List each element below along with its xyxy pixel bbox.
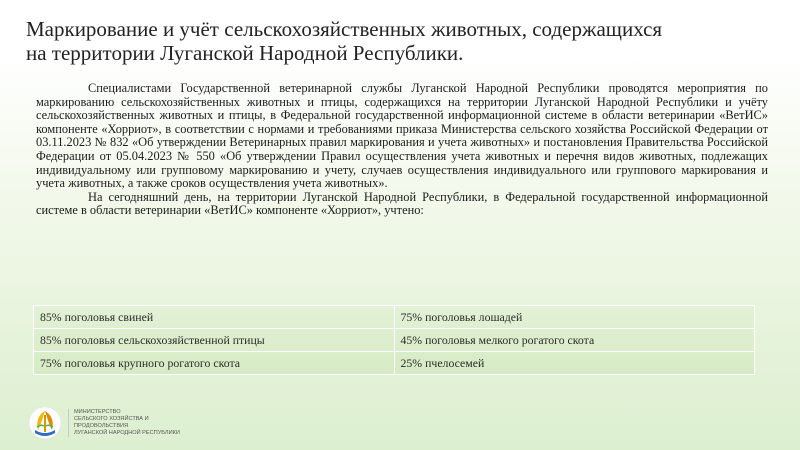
- ministry-name-line: МИНИСТЕРСТВО: [74, 409, 121, 415]
- stat-cell: 45% поголовья мелкого рогатого скота: [394, 329, 755, 352]
- table-row: [34, 306, 755, 329]
- paragraph-intro: Специалистами Государственной ветеринарной службы Луганской Народной Республики проводятся мероприятия по маркированию сельскохозяйственных животных и птицы, содержащихся на территории Луганской Народной Республики и учёту сельскохозяйственных животных и птицы, в Федеральной государственной информационной системе в области ветеринарии «ВетИС» компоненте «Хорриот», в соответствии с нормами и требованиями приказа Министерства сельского хозяйства Российской Федерации от 03.11.2023 № 832 «Об утверждении Ветеринарных правил маркирования и учета животных» и постановления Правительства Российской Федерации от 05.04.2023 № 550 «Об утверждении Правил осуществления учета животных и перечня видов животных, подлежащих индивидуальному или групповому маркированию и учету, случаев осуществления индивидуального или группового маркирования и учета животных, а также сроков осуществления учета животных».: [36, 81, 768, 191]
- ministry-name-line: ЛУГАНСКОЙ НАРОДНОЙ РЕСПУБЛИКИ: [74, 430, 180, 436]
- stat-cell: 25% пчелосемей: [394, 352, 755, 375]
- ministry-name-line: СЕЛЬСКОГО ХОЗЯЙСТВА И ПРОДОВОЛЬСТВИЯ: [74, 416, 149, 429]
- stat-cell: 75% поголовья лошадей: [394, 306, 755, 329]
- body-text: [36, 82, 768, 218]
- stat-cell: 75% поголовья крупного рогатого скота: [34, 352, 395, 375]
- title-line-1: Маркирование и учёт сельскохозяйственных животных, содержащихся: [26, 17, 663, 41]
- stat-cell: 85% поголовья свиней: [34, 306, 395, 329]
- table-row: [34, 352, 755, 375]
- page-title: [26, 17, 766, 65]
- ministry-logo: [28, 403, 198, 443]
- stats-table: [33, 305, 755, 375]
- title-line-2: на территории Луганской Народной Республики.: [26, 41, 464, 65]
- table-row: [34, 329, 755, 352]
- ministry-emblem-icon: [28, 406, 62, 440]
- paragraph-summary: На сегодняшний день, на территории Луганской Народной Республики, в Федеральной государственной информационной системе в области ветеринарии «ВетИС» компоненте «Хорриот», учтено:: [36, 189, 768, 218]
- stat-cell: 85% поголовья сельскохозяйственной птицы: [34, 329, 395, 352]
- ministry-name: [68, 409, 198, 437]
